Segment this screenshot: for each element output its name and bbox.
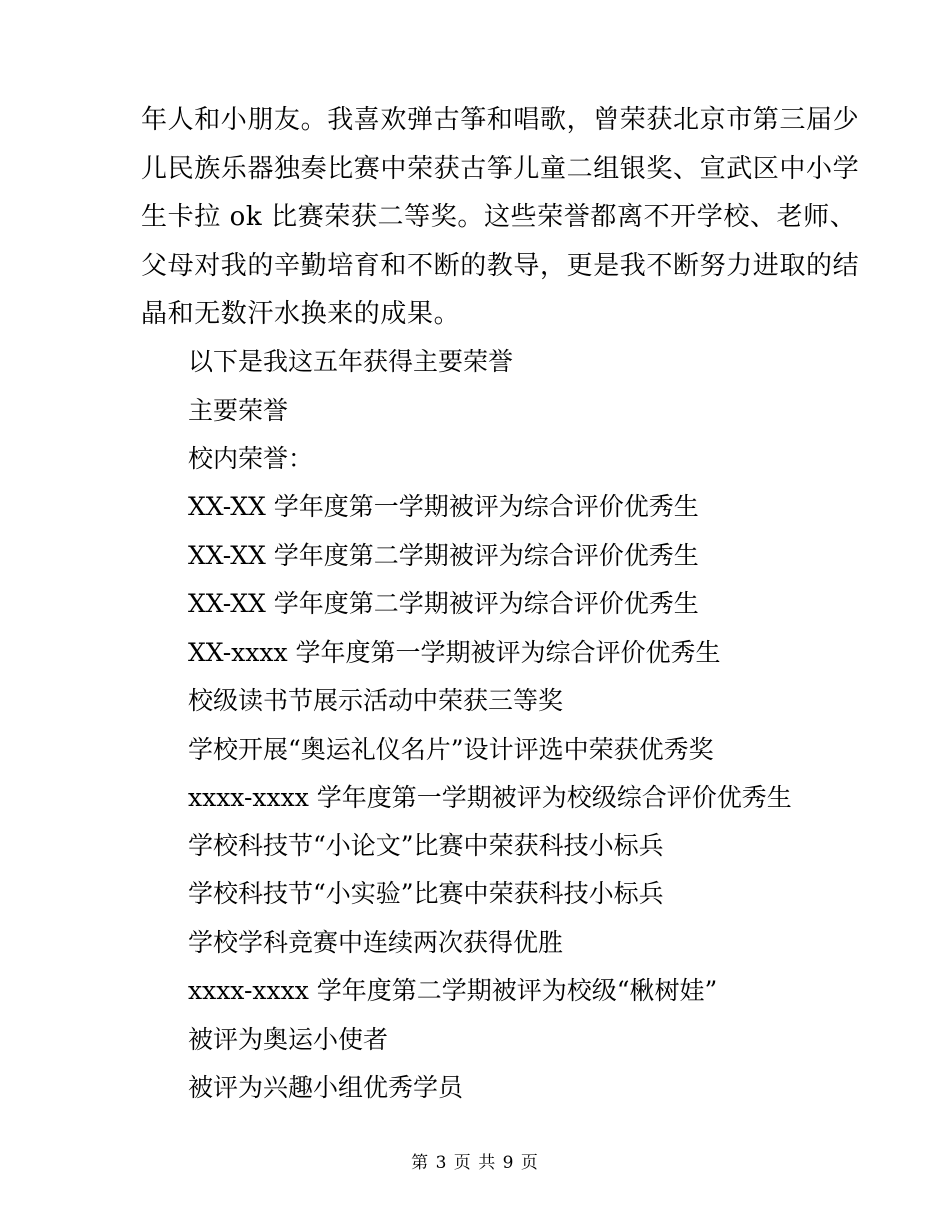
honor-item: 被评为兴趣小组优秀学员	[188, 1073, 464, 1102]
honor-item: 校级读书节展示活动中荣获三等奖	[188, 686, 564, 715]
honor-item: xxxx-xxxx 学年度第二学期被评为校级“楸树娃”	[188, 976, 718, 1005]
honor-item: XX-xxxx 学年度第一学期被评为综合评价优秀生	[188, 638, 721, 667]
honor-item: XX-XX 学年度第二学期被评为综合评价优秀生	[188, 541, 699, 570]
honor-item: 学校学科竞赛中连续两次获得优胜	[188, 928, 564, 957]
body-text-line: 年人和小朋友。我喜欢弹古筝和唱歌，曾荣获北京市第三届少	[141, 105, 860, 135]
body-text-line: 晶和无数汗水换来的成果。	[141, 299, 461, 329]
section-heading: 主要荣誉	[188, 396, 289, 425]
honor-item: 学校开展“奥运礼仪名片”设计评选中荣获优秀奖	[188, 735, 714, 764]
honor-item: 被评为奥运小使者	[188, 1025, 389, 1054]
honor-item: 学校科技节“小论文”比赛中荣获科技小标兵	[188, 831, 664, 860]
body-text-line: 生卡拉 ok 比赛荣获二等奖。这些荣誉都离不开学校、老师、	[141, 202, 857, 232]
honor-item: XX-XX 学年度第一学期被评为综合评价优秀生	[188, 492, 699, 521]
body-text-line: 儿民族乐器独奏比赛中荣获古筝儿童二组银奖、宣武区中小学	[141, 154, 860, 184]
section-intro: 以下是我这五年获得主要荣誉	[188, 347, 514, 376]
subsection-heading: 校内荣誉：	[188, 444, 314, 473]
body-text-line: 父母对我的辛勤培育和不断的教导，更是我不断努力进取的结	[141, 251, 860, 281]
honor-item: xxxx-xxxx 学年度第一学期被评为校级综合评价优秀生	[188, 783, 792, 812]
honor-item: XX-XX 学年度第二学期被评为综合评价优秀生	[188, 589, 699, 618]
honor-item: 学校科技节“小实验”比赛中荣获科技小标兵	[188, 879, 664, 908]
page-number-footer: 第 3 页 共 9 页	[411, 1153, 539, 1173]
